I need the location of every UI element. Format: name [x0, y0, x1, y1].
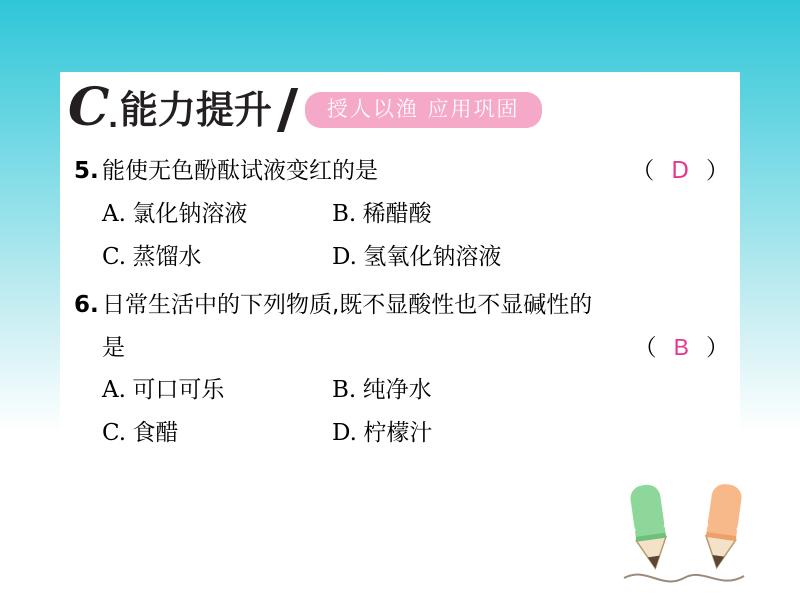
option-a-text: 氯化钠溶液 [132, 200, 248, 226]
option-d [332, 235, 501, 278]
section-title: 能力提升 [119, 88, 272, 132]
question-item [74, 284, 730, 454]
bracket-close: ） [706, 334, 730, 360]
question-stem: 能使无色酚酞试液变红的是 [102, 158, 378, 184]
option-b-label: B. [332, 201, 357, 227]
question-stem: 日常生活中的下列物质,既不显酸性也不显碱性的 [102, 292, 593, 318]
bracket-open: （ [633, 334, 658, 360]
option-row [102, 192, 730, 235]
option-c [102, 411, 332, 454]
option-a [102, 368, 332, 411]
pencils-decoration [616, 482, 766, 592]
option-d-text: 氢氧化钠溶液 [363, 243, 502, 269]
question-item [74, 150, 730, 278]
bracket-close: ） [706, 158, 730, 184]
option-b-text: 纯净水 [362, 376, 432, 402]
question-stem-continuation-row [74, 326, 730, 368]
option-row [102, 411, 730, 454]
answer-bracket [624, 326, 730, 368]
option-d [332, 411, 432, 454]
slash-divider-icon [277, 88, 298, 132]
bracket-open: （ [631, 158, 656, 184]
content-panel [60, 72, 740, 492]
option-c-text: 蒸馏水 [132, 243, 202, 269]
option-a [102, 192, 332, 235]
option-d-label: D. [332, 420, 357, 446]
option-c-text: 食醋 [132, 419, 179, 445]
option-list [74, 368, 730, 454]
question-list [74, 150, 730, 460]
section-subtitle-pill: 授人以渔 应用巩固 [305, 92, 542, 128]
option-a-label: A. [102, 377, 126, 403]
question-stem-row [74, 284, 730, 326]
section-header [60, 77, 740, 138]
option-list [74, 192, 730, 278]
question-number: 6. [74, 292, 99, 318]
option-b [332, 368, 432, 411]
option-b [332, 192, 432, 235]
section-badge-dot: . [108, 97, 118, 135]
option-c [102, 235, 332, 278]
option-b-label: B. [332, 377, 357, 403]
option-d-text: 柠檬汁 [363, 419, 433, 445]
answer-bracket [621, 150, 730, 192]
question-stem-continuation: 是 [102, 334, 125, 360]
question-stem-row [74, 150, 730, 192]
question-number: 5. [74, 158, 99, 184]
answer-letter: D [671, 158, 690, 184]
section-badge-letter: C [68, 77, 108, 138]
option-row [102, 235, 730, 278]
option-c-label: C. [102, 244, 127, 270]
option-c-label: C. [102, 420, 127, 446]
option-d-label: D. [332, 244, 357, 270]
option-a-text: 可口可乐 [132, 376, 225, 402]
option-row [102, 368, 730, 411]
option-a-label: A. [102, 201, 126, 227]
answer-letter: B [673, 334, 690, 360]
option-b-text: 稀醋酸 [362, 200, 432, 226]
